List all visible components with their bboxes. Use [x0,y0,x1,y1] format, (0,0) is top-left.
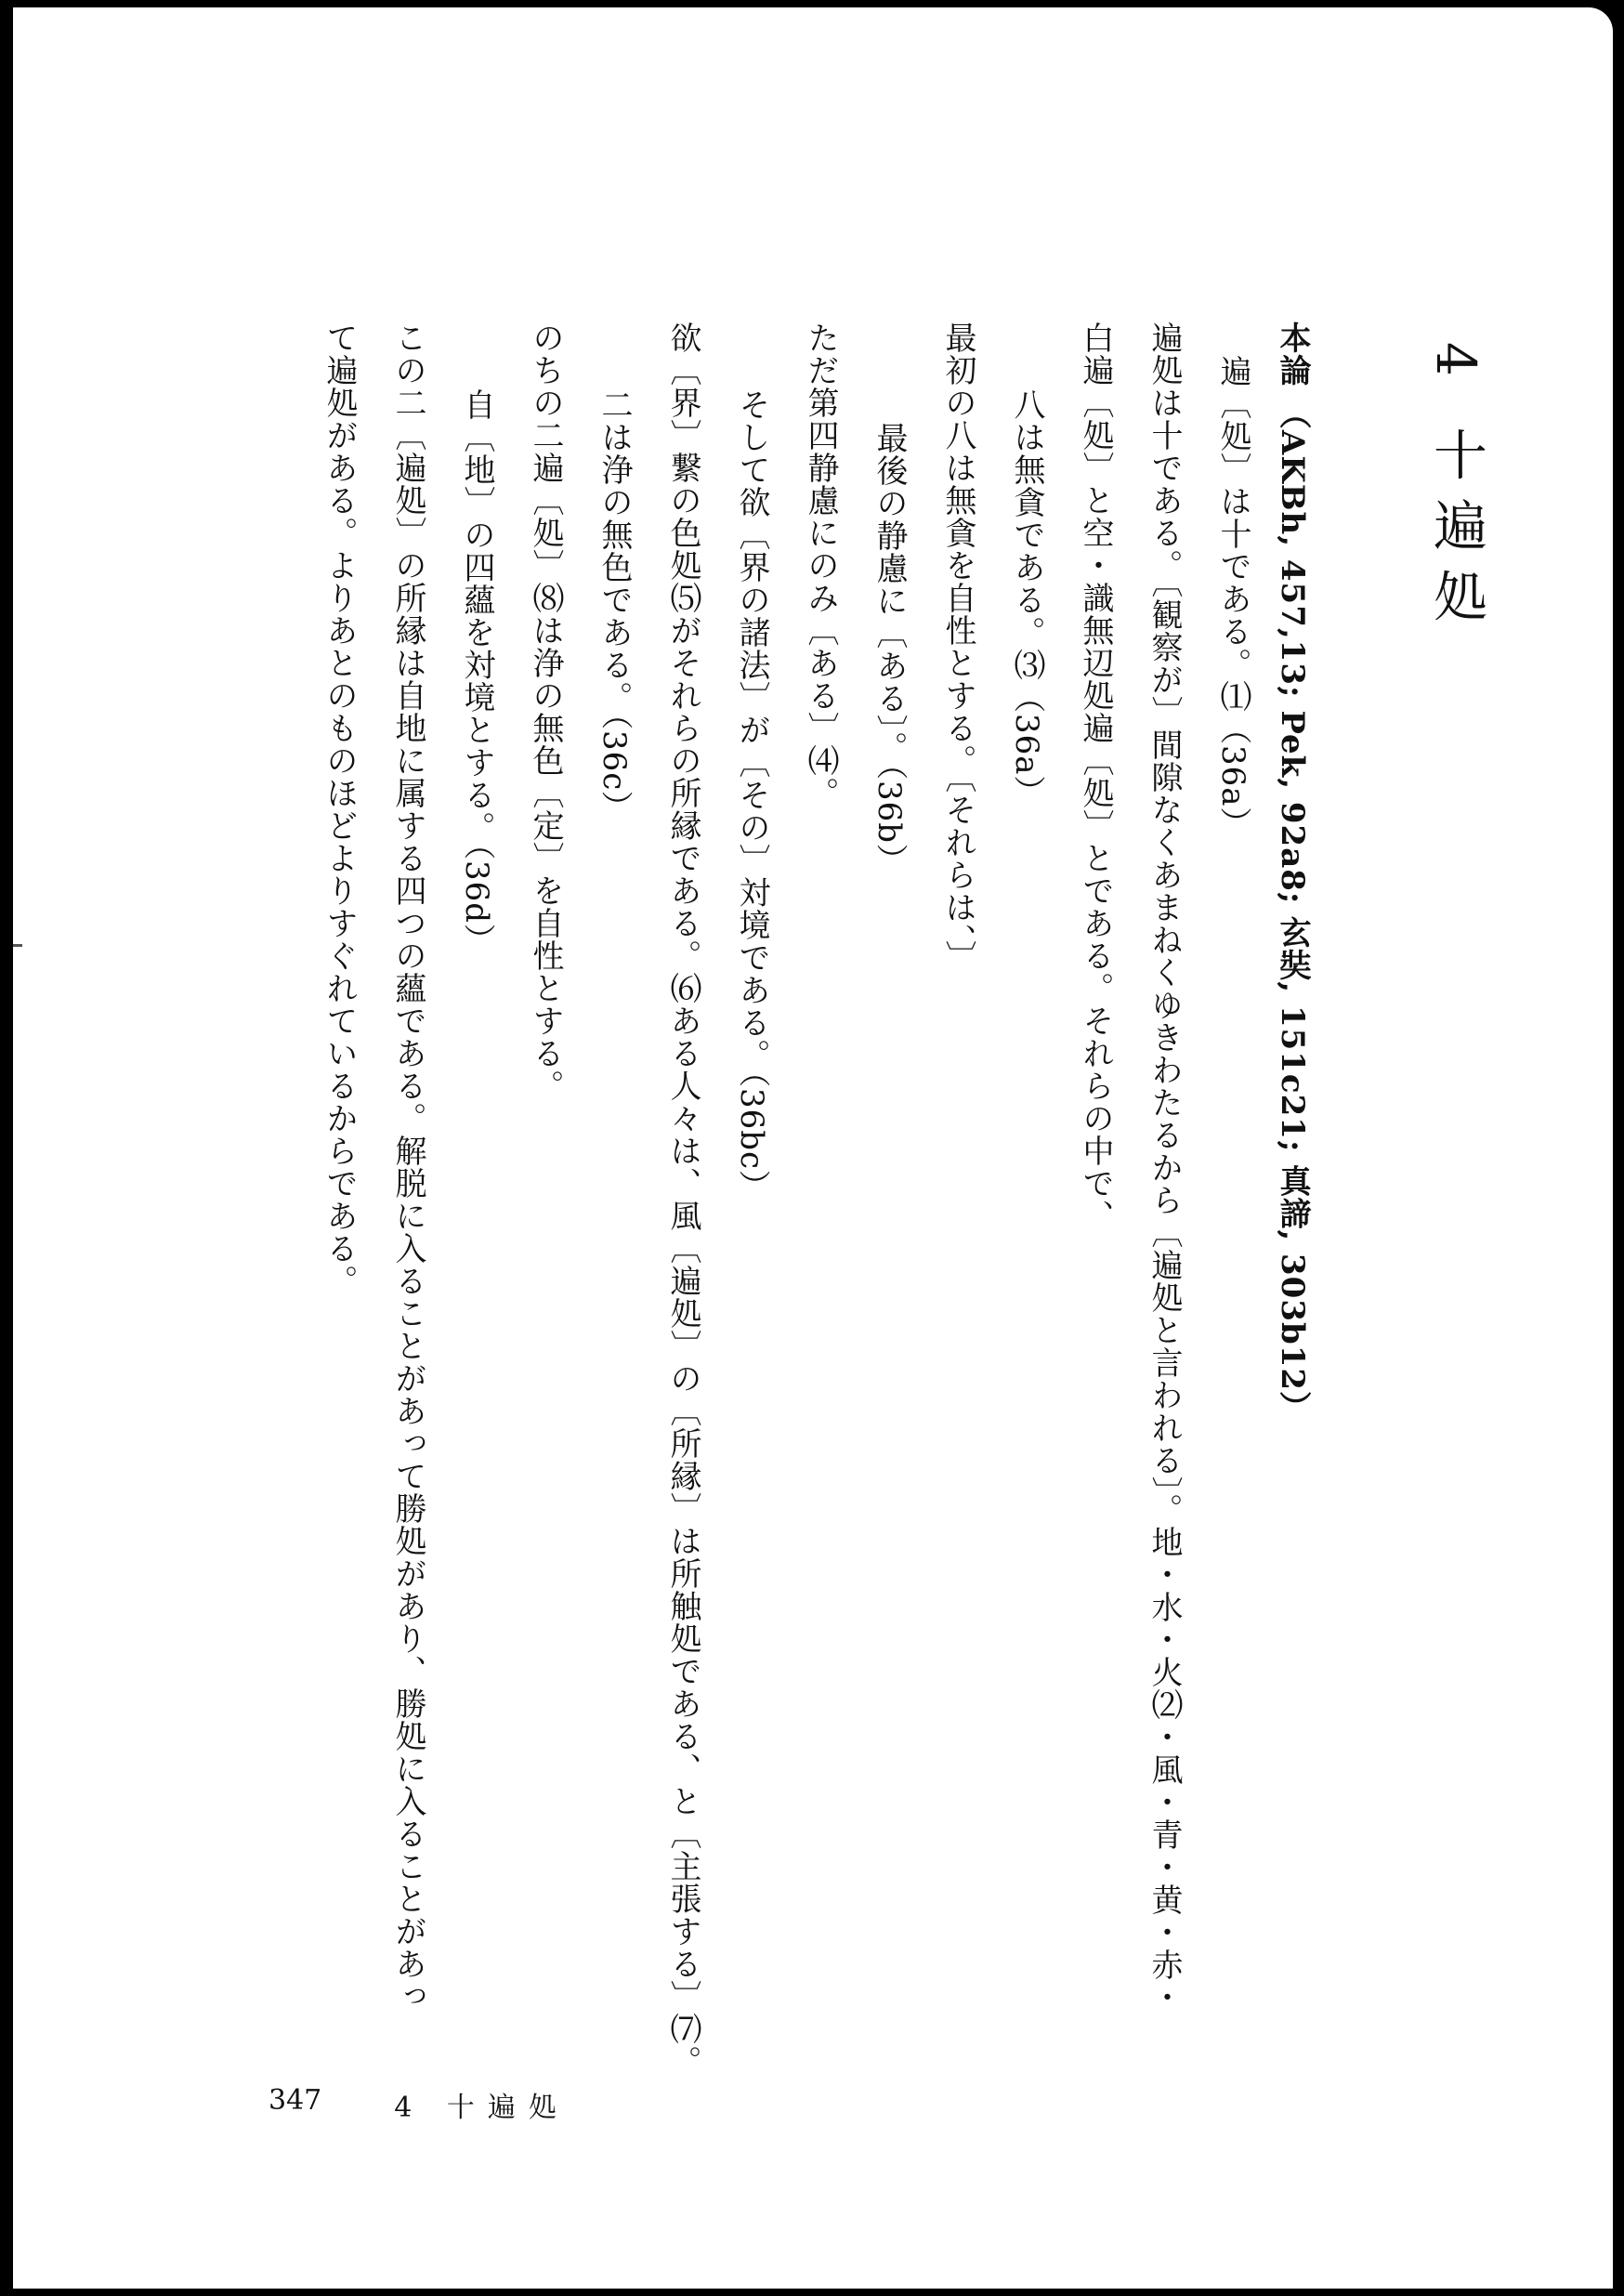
page-footer [268,2084,570,2125]
vertical-text-body [264,321,1487,2087]
text-line: 最初の八は無貪を自性とする。〔それらは、〕 [939,321,976,973]
chapter-title: 4 十遍処 [1424,342,1487,639]
text-line: 遍処は十である。〔観察が〕間隙なくあまねくゆきわたるから〔遍処と言われる〕。地・水・火⑵・風・青・黄・赤・ [1146,321,1183,2014]
running-title: 4 十遍処 [394,2092,570,2124]
verse-line: 自〔地〕の四蘊を対境とする。（36d） [458,388,495,957]
verse-line: 八は無貪である。⑶（36a） [1008,388,1045,808]
margin-mark [13,944,22,947]
verse-line: そして欲〔界の諸法〕が〔その〕対境である。（36bc） [733,388,770,1203]
page [13,7,1613,2289]
text-line: 欲〔界〕繋の色処⑸がそれらの所縁である。⑹ある人々は、風〔遍処〕の〔所縁〕は所触処である、と〔主張する〕⑺。 [664,321,701,2078]
source-line [1262,321,1311,2087]
verse-line: 二は浄の無色である。（36c） [596,388,633,824]
verse-line: 遍〔処〕は十である。⑴（36a） [1214,355,1251,840]
text-line: て遍処がある。よりあとのものほどよりすぐれているからである。 [321,321,358,1297]
page-number: 347 [268,2084,322,2117]
text-line: この二〔遍処〕の所縁は自地に属する四つの蘊である。解脱に入ることがあって勝処があり、勝処に入ることがあっ [389,321,426,2013]
source-label: 本論 [1274,321,1311,387]
text-line: 白遍〔処〕と空・識無辺処遍〔処〕とである。それらの中で、 [1077,321,1114,1232]
source-reference: （AKBh, 457,13; Pek, 92a8; 玄奘, 151c21; 真諦, 303b12） [1274,397,1311,1424]
text-line: ただ第四静慮にのみ〔ある〕⑷。 [802,321,839,809]
verse-line: 最後の静慮に〔ある〕。（36b） [871,422,908,877]
text-line: のちの二遍〔処〕⑻は浄の無色〔定〕を自性とする。 [527,321,564,1102]
